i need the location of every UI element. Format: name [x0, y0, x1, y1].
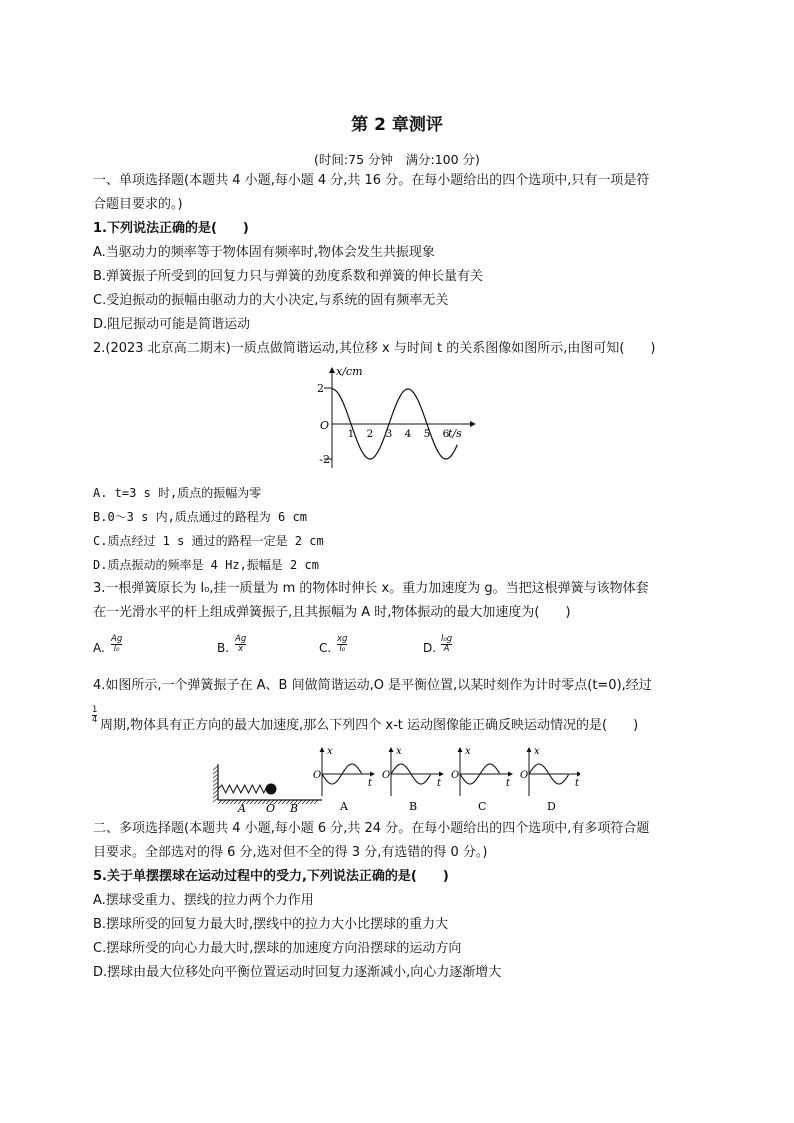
q4-graph-label: B	[409, 800, 418, 813]
q3-option-b-num: Ag	[235, 634, 247, 644]
q4-graph-label: D	[547, 800, 556, 813]
q4-axis-x: x	[327, 746, 333, 757]
q4-graph-b	[382, 746, 443, 813]
q4-stem: 4.如图所示,一个弹簧振子在 A、B 间做简谐运动,O 是平衡位置,以某时刻作为计时零点(t=0),经过	[93, 678, 652, 693]
spring-label-a: A	[238, 802, 246, 815]
q3-option-a-label: A.	[93, 641, 105, 655]
section2-heading-cont: 目要求。全部选对的得 6 分,选对但不全的得 3 分,有选错的得 0 分。)	[93, 845, 488, 860]
q4-quarter-fraction	[92, 706, 97, 725]
q2-option-c: C.质点经过 1 s 通过的路程一定是 2 cm	[93, 534, 324, 548]
q4-frac-num: 1	[92, 705, 98, 715]
q2-option-d: D.质点振动的频率是 4 Hz,振幅是 2 cm	[93, 558, 319, 572]
q4-axis-o: O	[520, 770, 529, 781]
q4-graph-d	[520, 746, 580, 813]
spring-oscillator	[213, 764, 322, 815]
q1-option-c: C.受迫振动的振幅由驱动力的大小决定,与系统的固有频率无关	[93, 293, 449, 308]
q2-xtick: 4	[404, 428, 412, 440]
q3-option-b-label: B.	[217, 641, 230, 655]
q1-option-b: B.弹簧振子所受到的回复力只与弹簧的劲度系数和弹簧的伸长量有关	[93, 269, 484, 284]
q4-figure	[210, 744, 580, 816]
q5-option-d: D.摆球由最大位移处向平衡位置运动时回复力逐渐减小,向心力逐渐增大	[93, 965, 502, 980]
q4-axis-t: t	[437, 778, 442, 789]
q3-option-b	[217, 634, 247, 655]
spring-label-o: O	[266, 802, 276, 815]
section1-heading-cont: 合题目要求的。)	[93, 197, 183, 212]
q4-frac-den: 4	[92, 715, 98, 725]
q3-option-c-den: l₀	[337, 644, 347, 654]
q5-option-a: A.摆球受重力、摆线的拉力两个力作用	[93, 893, 314, 908]
q2-ytick-2: 2	[317, 382, 324, 395]
q2-x-label: t/s	[448, 427, 462, 440]
q5-option-c: C.摆球所受的向心力最大时,摆球的加速度方向沿摆球的运动方向	[93, 941, 462, 956]
q3-option-d	[423, 634, 453, 655]
q4-graph-c	[451, 746, 512, 813]
q5-stem: 5.关于单摆摆球在运动过程中的受力,下列说法正确的是( )	[93, 869, 449, 884]
q4-graph-label: A	[340, 800, 348, 813]
q1-option-d: D.阻尼振动可能是简谐运动	[93, 317, 251, 332]
q3-option-c-label: C.	[319, 641, 332, 655]
q4-graph-label: C	[478, 800, 487, 813]
q1-option-a: A.当驱动力的频率等于物体固有频率时,物体会发生共振现象	[93, 245, 435, 260]
q3-option-a-den: l₀	[111, 644, 122, 654]
section2-heading: 二、多项选择题(本题共 4 小题,每小题 6 分,共 24 分。在每小题给出的四个选项中,有多项符合题	[93, 821, 650, 836]
page-title: 第 2 章测评	[351, 115, 443, 135]
q4-axis-o: O	[313, 770, 322, 781]
q4-stem-cont: 周期,物体具有正方向的最大加速度,那么下列四个 x-t 运动图像能正确反映运动情况的是( )	[100, 718, 639, 733]
q3-stem: 3.一根弹簧原长为 l₀,挂一质量为 m 的物体时伸长 x。重力加速度为 g。当把这根弹簧与该物体套	[93, 581, 649, 596]
q2-option-b: B.0～3 s 内,质点通过的路程为 6 cm	[93, 510, 307, 524]
q2-origin: O	[320, 419, 330, 432]
q4-axis-x: x	[465, 746, 471, 757]
q4-axis-x: x	[396, 746, 402, 757]
q4-axis-t: t	[368, 778, 373, 789]
q4-graph-a	[313, 746, 374, 813]
q3-option-b-den: x	[235, 644, 246, 654]
q2-stem: 2.(2023 北京高二期末)一质点做简谐运动,其位移 x 与时间 t 的关系图像如图所示,由图可知( )	[93, 341, 656, 356]
q3-option-a-num: Ag	[111, 634, 123, 644]
q2-xtick: 6	[442, 428, 450, 440]
oscillator-ball	[266, 784, 277, 795]
q1-stem: 1.下列说法正确的是( )	[93, 221, 249, 236]
q4-axis-o: O	[451, 770, 460, 781]
q4-axis-t: t	[506, 778, 511, 789]
q2-xtick: 3	[385, 428, 393, 440]
q3-option-c	[319, 634, 348, 655]
spring-label-b: B	[290, 802, 299, 815]
q2-option-a: A. t=3 s 时,质点的振幅为零	[93, 486, 262, 500]
q2-y-label: x/cm	[336, 365, 363, 378]
section1-heading: 一、单项选择题(本题共 4 小题,每小题 4 分,共 16 分。在每小题给出的四个选项中,只有一项是符	[93, 173, 650, 188]
q4-axis-x: x	[534, 746, 540, 757]
q3-option-d-den: A	[441, 644, 452, 654]
q3-stem-cont: 在一光滑水平的杆上组成弹簧振子,且其振幅为 A 时,物体振动的最大加速度为( )	[93, 605, 571, 620]
q3-option-a	[93, 634, 123, 655]
q5-option-b: B.摆球所受的回复力最大时,摆线中的拉力大小比摆球的重力大	[93, 917, 449, 932]
q4-axis-o: O	[382, 770, 391, 781]
q3-option-d-num: l₀g	[441, 634, 453, 644]
q3-option-c-num: xg	[337, 634, 348, 644]
q2-xtick: 5	[423, 428, 431, 440]
q2-xtick: 1	[347, 428, 355, 440]
q2-xt-graph	[310, 364, 490, 474]
q2-ytick-neg2: -2	[319, 453, 330, 466]
q2-xtick: 2	[366, 428, 374, 440]
q4-axis-t: t	[575, 778, 580, 789]
q3-option-d-label: D.	[423, 641, 437, 655]
exam-meta: (时间:75 分钟 满分:100 分)	[314, 152, 480, 167]
